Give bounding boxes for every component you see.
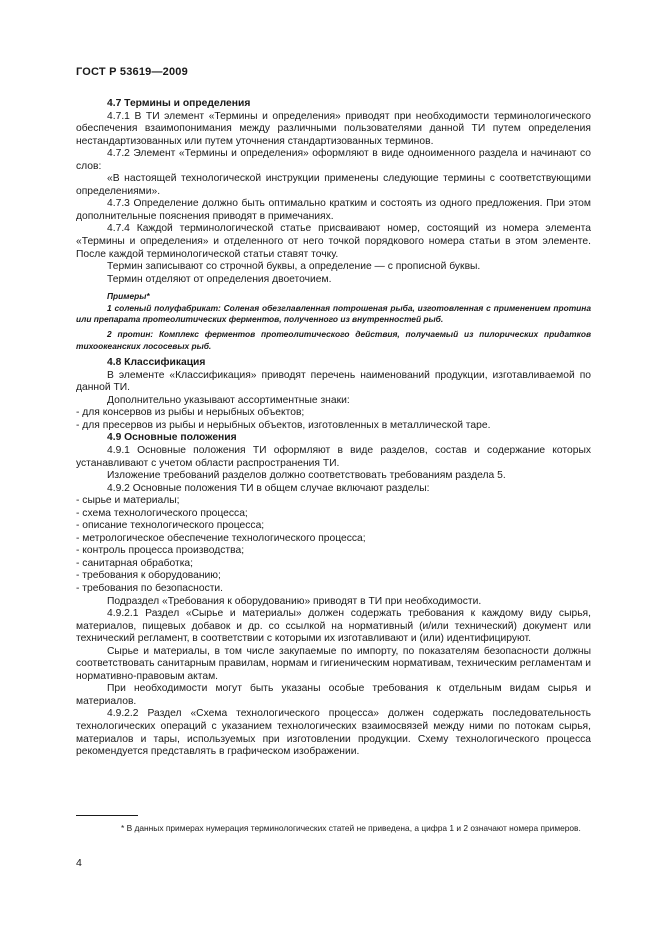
example-1: 1 соленый полуфабрикат: Соленая обезглавленная потрошеная рыба, изготовленная с применением протина или препарата протеолитических ферментов, полученного из внутренностей рыб.	[76, 302, 591, 325]
paragraph-requirements: Изложение требований разделов должно соответствовать требованиям раздела 5.	[107, 470, 506, 482]
footnote-text: * В данных примерах нумерация терминологических статей не приведена, а цифра 1 и 2 означают номера примеров.	[121, 823, 581, 833]
list-item: - требования по безопасности.	[76, 583, 224, 595]
paragraph-classification: В элементе «Классификация» приводят перечень наименований продукции, изготавливаемой по данной ТИ.	[76, 369, 591, 394]
footnote	[76, 815, 591, 835]
list-item: - схема технологического процесса;	[76, 507, 248, 519]
paragraph-4-7-3: 4.7.3 Определение должно быть оптимально кратким и состоять из одного предложения. При этом дополнительные пояснения приводят в примечаниях.	[76, 198, 591, 222]
paragraph-equipment: Подраздел «Требования к оборудованию» приводят в ТИ при необходимости.	[107, 595, 482, 607]
paragraph-4-9-2: 4.9.2 Основные положения ТИ в общем случае включают разделы:	[107, 482, 430, 494]
example-2: 2 протин: Комплекс ферментов протеолитического действия, получаемый из пилорических придатков тихоокеанских лососевых рыб.	[76, 328, 591, 351]
paragraph-4-7-1: 4.7.1 В ТИ элемент «Термины и определения» приводят при необходимости терминологического обеспечения взаимопонимания между различными пользователями данной ТИ путем определения нестандартизованных или путем уточнения стандартизованных терминов.	[76, 110, 591, 147]
list-item: - требования к оборудованию;	[76, 570, 221, 582]
quote-paragraph: «В настоящей технологической инструкции применены следующие термины с соответствующими определениями».	[76, 173, 591, 197]
list-item: - санитарная обработка;	[76, 557, 194, 569]
paragraph-4-7-2: 4.7.2 Элемент «Термины и определения» оформляют в виде одноименного раздела и начинают со слов:	[76, 148, 591, 172]
list-item: - описание технологического процесса;	[76, 520, 265, 532]
examples-title: Примеры*	[107, 291, 150, 302]
paragraph-special: При необходимости могут быть указаны особые требования к отдельным видам сырья и материалов.	[76, 683, 591, 707]
paragraph-4-9-2-2: 4.9.2.2 Раздел «Схема технологического процесса» должен содержать последовательность технологических операций с указанием технологических взаимосвязей между ними по потокам сырья, материалов и тары, используемых при изготовлении продукции. Схему технологического процесса рекомендуется представлять в графическом изображении.	[76, 708, 591, 758]
list-item: - метрологическое обеспечение технологического процесса;	[76, 532, 366, 544]
paragraph-assortment: Дополнительно указывают ассортиментные знаки:	[107, 394, 350, 406]
paragraph-term-case: Термин записывают со строчной буквы, а определение — с прописной буквы.	[107, 261, 481, 273]
list-item: - контроль процесса производства;	[76, 545, 245, 557]
page-number: 4	[76, 857, 82, 869]
main-text	[76, 95, 591, 759]
paragraph-4-9-1: 4.9.1 Основные положения ТИ оформляют в виде разделов, состав и содержание которых устанавливают с учетом области распространения ТИ.	[76, 445, 591, 469]
section-heading-4-8: 4.8 Классификация	[107, 357, 206, 369]
section-heading-4-9: 4.9 Основные положения	[107, 432, 237, 444]
list-item: - для пресервов из рыбы и нерыбных объектов, изготовленных в металлической таре.	[76, 419, 491, 431]
section-heading-4-7: 4.7 Термины и определения	[107, 98, 251, 109]
paragraph-term-colon: Термин отделяют от определения двоеточием.	[107, 273, 332, 285]
list-item: - для консервов из рыбы и нерыбных объектов;	[76, 407, 305, 419]
footnote-divider	[76, 815, 138, 816]
standard-header: ГОСТ Р 53619—2009	[76, 66, 188, 78]
list-item: - сырье и материалы;	[76, 495, 180, 507]
paragraph-4-9-2-1: 4.9.2.1 Раздел «Сырье и материалы» должен содержать требования к каждому виду сырья, материалов, пищевых добавок и др. со ссылкой на нормативный (и/или технический) документ или технический регламент, в соответствии с которыми их изготавливают и (или) идентифицируют.	[76, 608, 591, 645]
paragraph-import: Сырье и материалы, в том числе закупаемые по импорту, по показателям безопасности должны соответствовать санитарным правилам, нормам и гигиеническим нормативам, техническим регламентам и нормативно-правовым актам.	[76, 645, 592, 682]
paragraph-4-7-4: 4.7.4 Каждой терминологической статье присваивают номер, состоящий из номера элемента «Термины и определения» и отделенного от него точкой порядкового номера статьи в этом элементе. После каждой терминологической статьи ставят точку.	[76, 223, 591, 260]
